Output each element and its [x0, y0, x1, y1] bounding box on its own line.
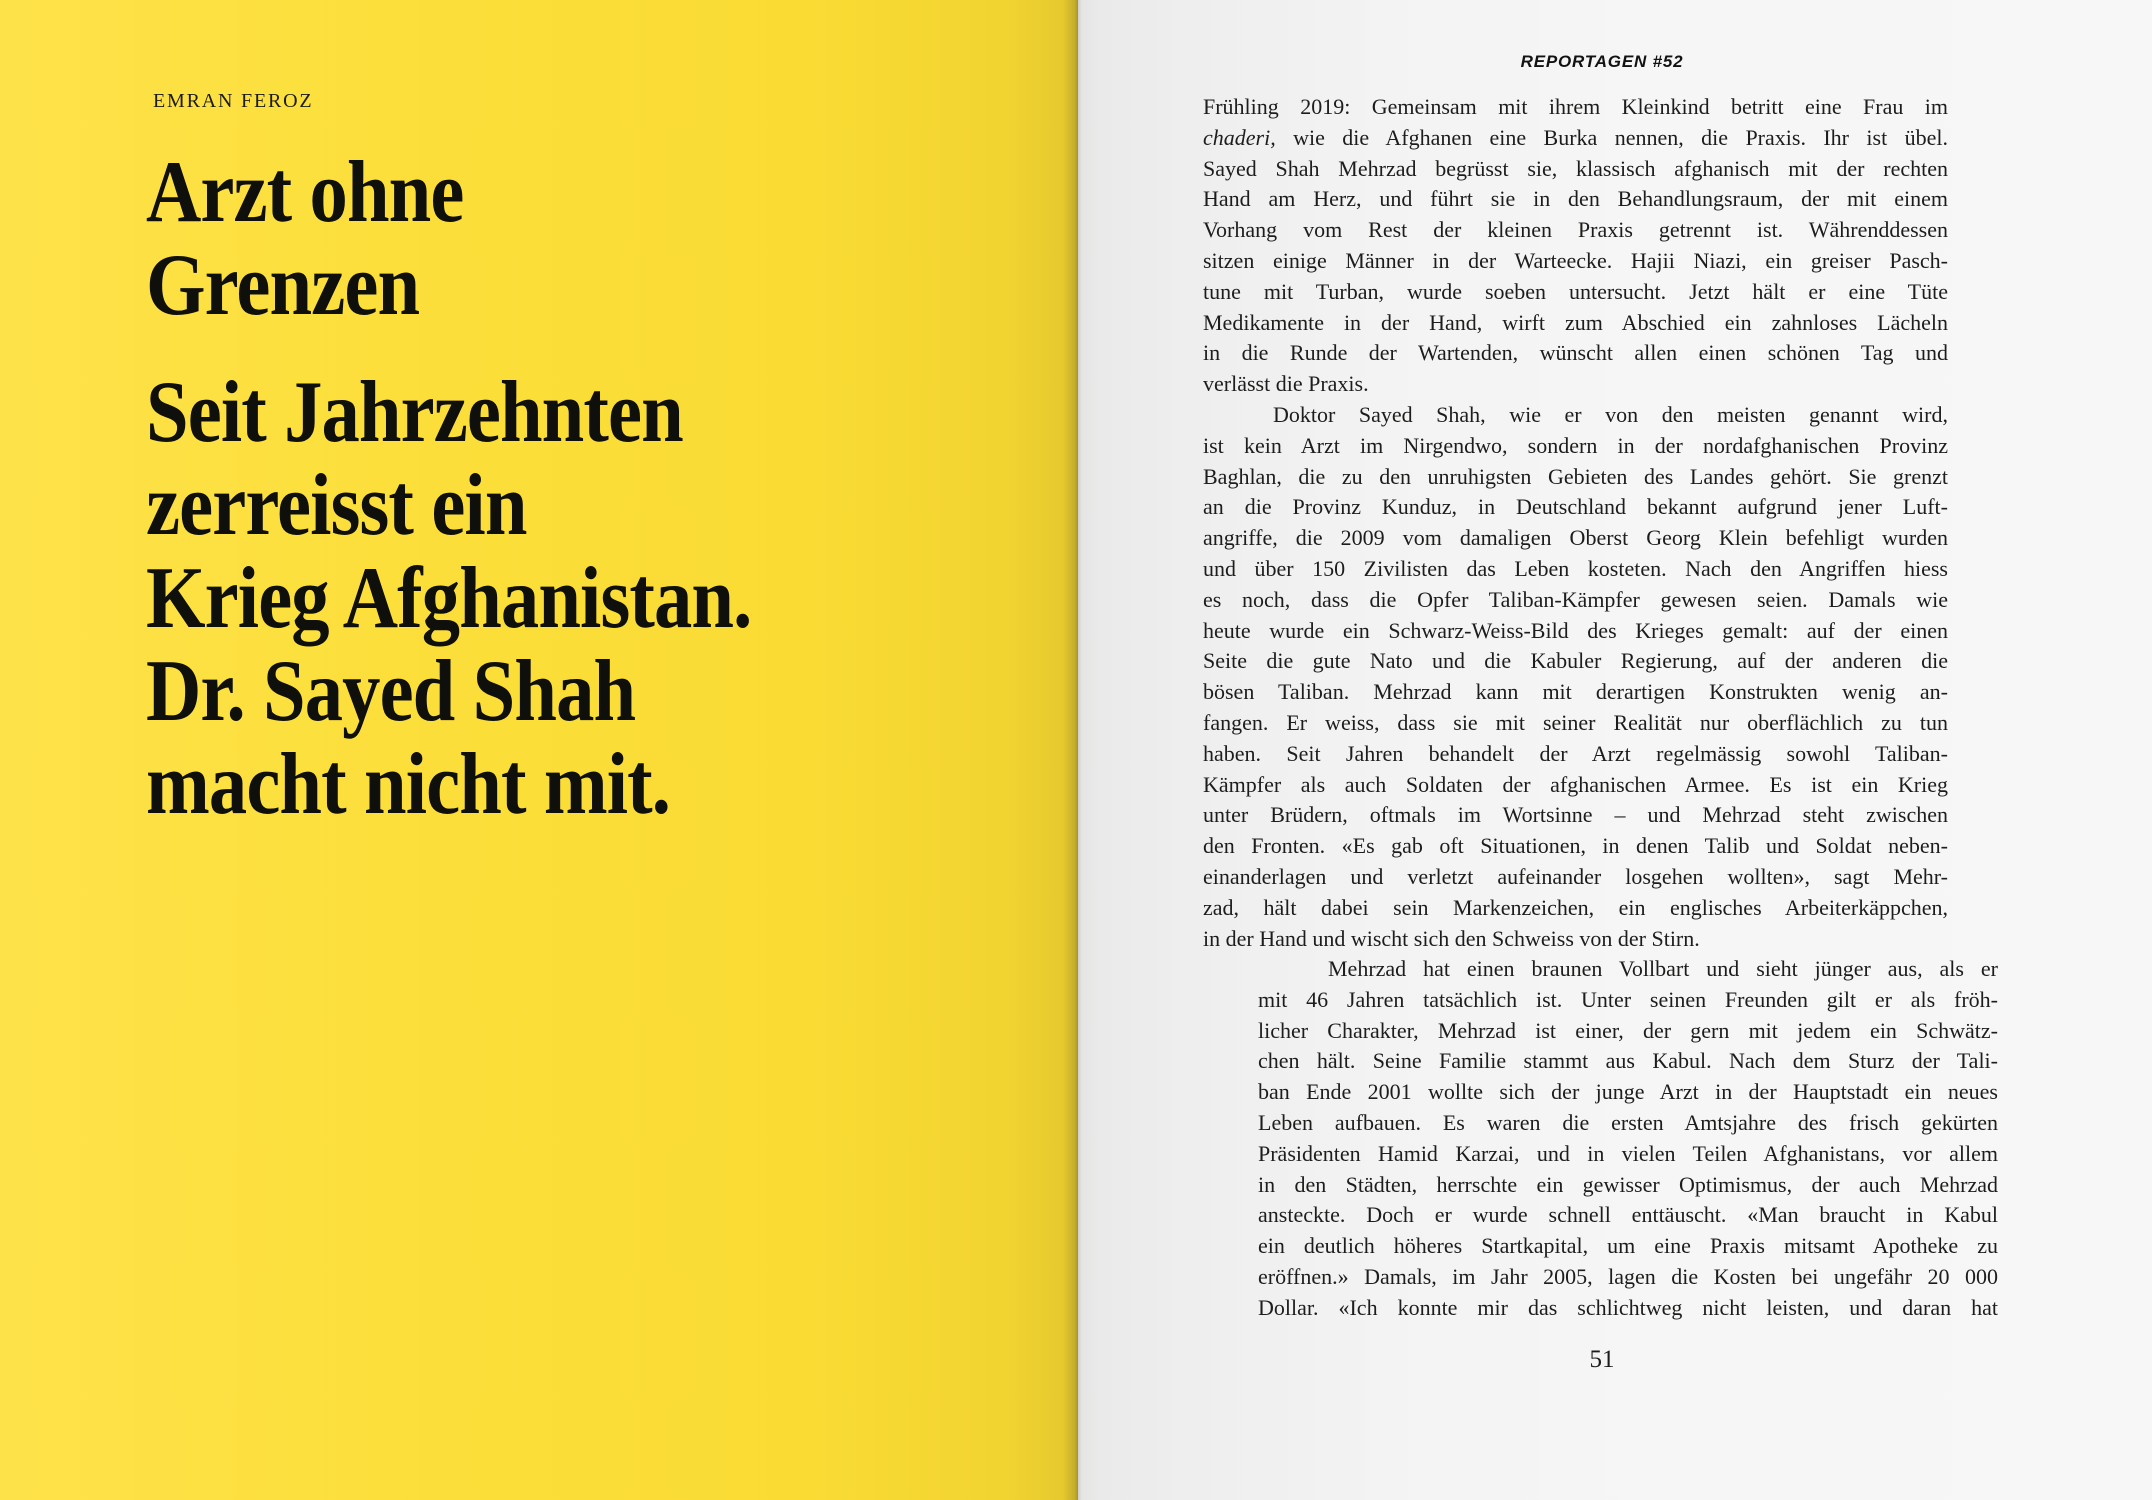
body-text-line: unter Brüdern, oftmals im Wortsinne – und Mehrzad steht zwischen [1203, 802, 1948, 828]
body-text-line: sitzen einige Männer in der Warteecke. Hajii Niazi, ein greiser Pasch- [1203, 247, 1948, 273]
headline-line: Arzt ohne [146, 144, 464, 241]
body-text-line: Mehrzad hat einen braunen Vollbart und sieht jünger aus, als er [1328, 956, 1998, 981]
body-text-line: es noch, dass die Opfer Taliban-Kämpfer gewesen seien. Damals wie [1203, 586, 1948, 612]
body-text-line: Frühling 2019: Gemeinsam mit ihrem Kleinkind betritt eine Frau im [1203, 94, 1948, 119]
body-text-line: den Fronten. «Es gab oft Situationen, in denen Talib und Soldat neben- [1203, 833, 1948, 859]
body-text-line: Baghlan, die zu den unruhigsten Gebieten des Landes gehört. Sie grenzt [1203, 463, 1948, 489]
body-text-line: Medikamente in der Hand, wirft zum Abschied ein zahnloses Lächeln [1203, 309, 1948, 335]
headline [146, 146, 463, 332]
author-byline: EMRAN FEROZ [153, 90, 314, 112]
body-text-line: ein deutlich höheres Startkapital, um eine Praxis mitsamt Apotheke zu [1258, 1233, 1998, 1259]
body-text-line: ist kein Arzt im Nirgendwo, sondern in der nordafghanischen Provinz [1203, 432, 1948, 458]
body-text-line: mit 46 Jahren tatsächlich ist. Unter seinen Freunden gilt er als fröh- [1258, 986, 1998, 1012]
italic-term: chaderi, [1203, 124, 1276, 150]
body-text-line: in der Hand und wischt sich den Schweiss von der Stirn. [1203, 925, 1700, 951]
body-text-line: haben. Seit Jahren behandelt der Arzt regelmässig sowohl Taliban- [1203, 740, 1948, 766]
body-text-line: in den Städten, herrschte ein gewisser Optimismus, der auch Mehrzad [1258, 1171, 1998, 1197]
body-text-line: ban Ende 2001 wollte sich der junge Arzt in der Hauptstadt ein neues [1258, 1079, 1998, 1105]
subheadline [146, 366, 751, 831]
subheadline-line: zerreisst ein [146, 457, 527, 554]
page-number: 51 [1589, 1346, 1615, 1373]
subheadline-line: Krieg Afghanistan. [146, 550, 752, 647]
body-text-line: Seite die gute Nato und die Kabuler Regierung, auf der anderen die [1203, 648, 1948, 674]
subheadline-line: Dr. Sayed Shah [146, 643, 636, 740]
body-text-line: Kämpfer als auch Soldaten der afghanischen Armee. Es ist ein Krieg [1203, 771, 1948, 797]
body-block-upper [1203, 92, 1948, 954]
body-text-line: ansteckte. Doch er wurde schnell enttäuscht. «Man braucht in Kabul [1258, 1202, 1998, 1228]
body-text-line: Sayed Shah Mehrzad begrüsst sie, klassisch afghanisch mit der rechten [1203, 155, 1948, 181]
body-text-line: fangen. Er weiss, dass sie mit seiner Realität nur oberflächlich zu tun [1203, 709, 1948, 735]
headline-line: Grenzen [146, 237, 420, 334]
body-text-line: Leben aufbauen. Es waren die ersten Amtsjahre des frisch gekürten [1258, 1109, 1998, 1135]
body-block-lower [1258, 954, 1998, 1324]
body-text-line: Vorhang vom Rest der kleinen Praxis getrennt ist. Währenddessen [1203, 217, 1948, 243]
body-text-line: heute wurde ein Schwarz-Weiss-Bild des Krieges gemalt: auf der einen [1203, 617, 1948, 643]
running-head: REPORTAGEN #52 [1520, 52, 1684, 71]
body-text-line: licher Charakter, Mehrzad ist einer, der gern mit jedem ein Schwätz- [1258, 1017, 1998, 1043]
body-text-line: angriffe, die 2009 vom damaligen Oberst Georg Klein befehligt wurden [1203, 525, 1948, 551]
subheadline-line: macht nicht mit. [146, 736, 671, 833]
body-text-line: tune mit Turban, wurde soeben untersucht. Jetzt hält er eine Tüte [1203, 278, 1948, 304]
subheadline-line: Seit Jahrzehnten [146, 364, 683, 461]
body-text-line: Dollar. «Ich konnte mir das schlichtweg nicht leisten, und daran hat [1258, 1294, 1998, 1320]
body-text-line: chen hält. Seine Familie stammt aus Kabul. Nach dem Sturz der Tali- [1258, 1048, 1998, 1074]
body-text-line: eröffnen.» Damals, im Jahr 2005, lagen die Kosten bei ungefähr 20 000 [1258, 1263, 1998, 1289]
body-text-line: verlässt die Praxis. [1203, 371, 1369, 397]
body-text-line: einanderlagen und verletzt aufeinander losgehen wollten», sagt Mehr- [1203, 863, 1948, 889]
body-text-line: und über 150 Zivilisten das Leben kosteten. Nach den Angriffen hiess [1203, 555, 1948, 581]
body-text-line: in die Runde der Wartenden, wünscht allen einen schönen Tag und [1203, 340, 1948, 366]
body-text-line: Doktor Sayed Shah, wie er von den meisten genannt wird, [1273, 401, 1948, 427]
body-text-line: Präsidenten Hamid Karzai, und in vielen Teilen Afghanistans, vor allem [1258, 1140, 1998, 1166]
body-text-line: chaderi, wie die Afghanen eine Burka nennen, die Praxis. Ihr ist übel. [1203, 124, 1948, 150]
body-text-line: zad, hält dabei sein Markenzeichen, ein englisches Arbeiterkäppchen, [1203, 894, 1948, 920]
body-text-line: bösen Taliban. Mehrzad kann mit derartigen Konstrukten wenig an- [1203, 679, 1948, 705]
body-text-line: an die Provinz Kunduz, in Deutschland bekannt aufgrund jener Luft- [1203, 494, 1948, 520]
body-text-line: Hand am Herz, und führt sie in den Behandlungsraum, der mit einem [1203, 186, 1948, 212]
